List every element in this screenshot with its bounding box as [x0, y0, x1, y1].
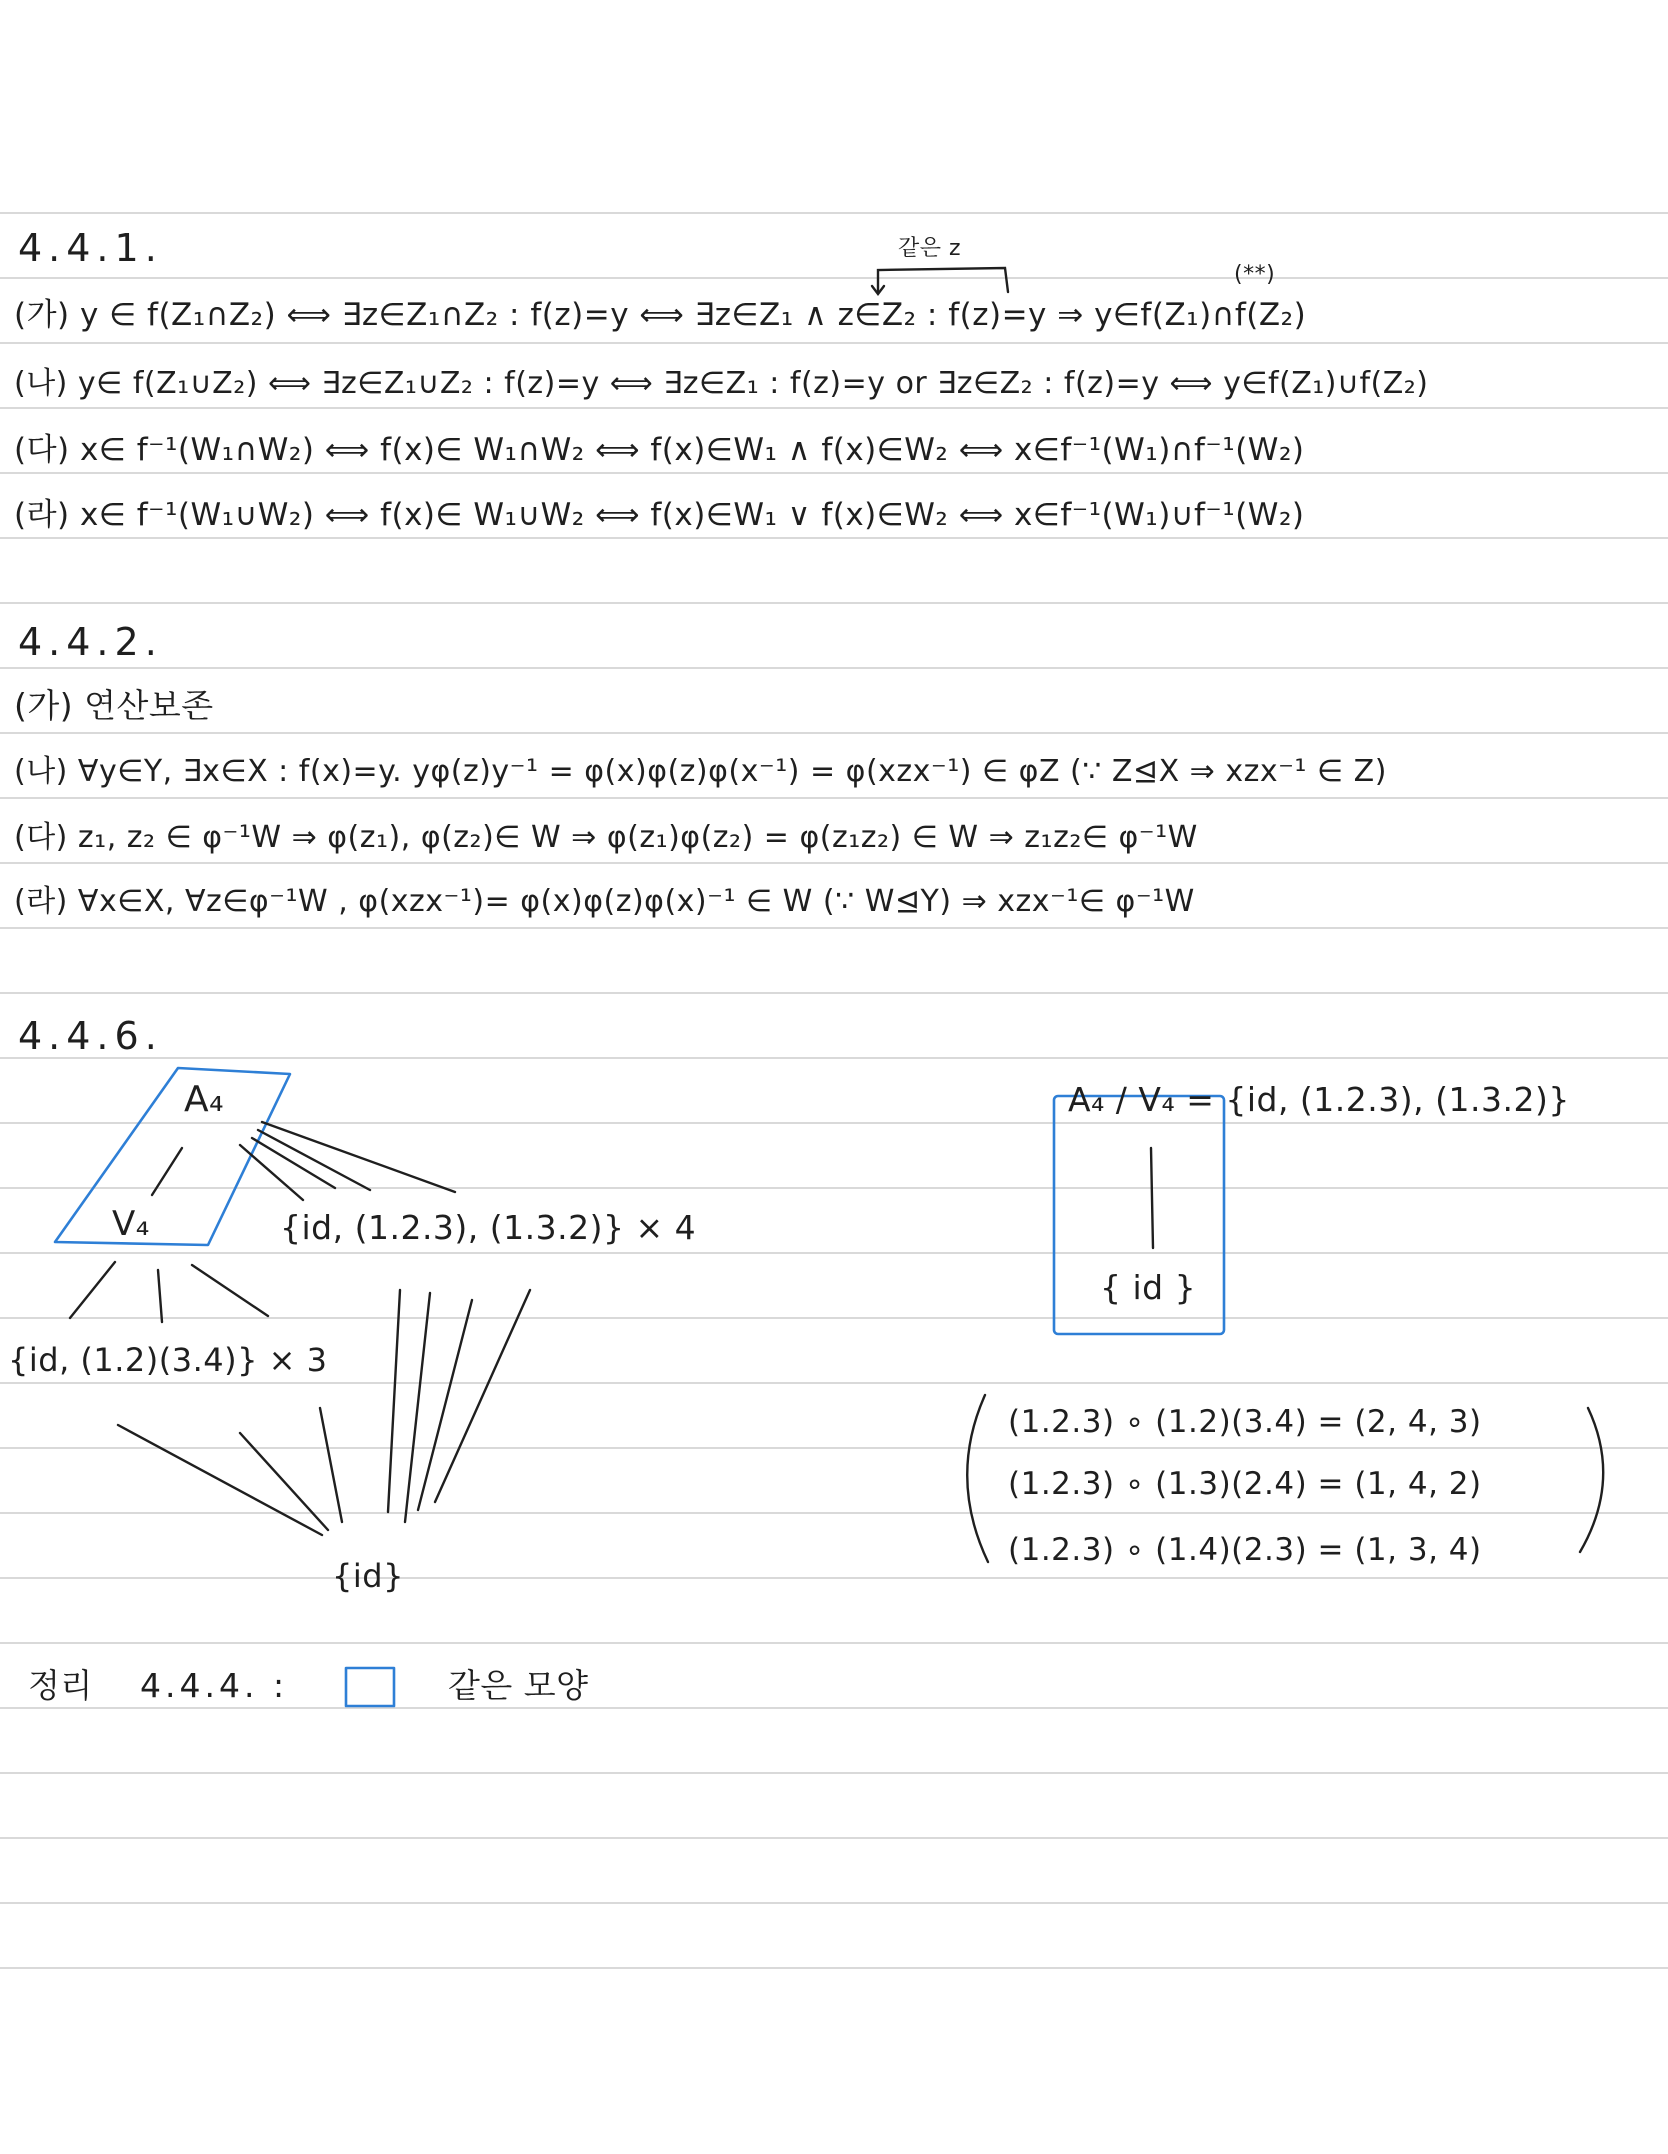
- edge-a4-c3-1: [240, 1145, 303, 1200]
- line-441-a: (가) y ∈ f(Z₁∩Z₂) ⟺ ∃z∈Z₁∩Z₂ : f(z)=y ⟺ ∃z∈Z₁ ∧ z∈Z₂ : f(z)=y ⇒ y∈f(Z₁)∩f(Z₂): [14, 297, 1307, 333]
- line-442-b: (나) ∀y∈Y, ∃x∈X : f(x)=y. yφ(z)y⁻¹ = φ(x)φ(z)φ(x⁻¹) = φ(xzx⁻¹) ∈ φZ (∵ Z⊴X ⇒ xzx⁻¹ ∈ Z): [14, 754, 1387, 789]
- footer-theorem-ref: 4.4.4. :: [140, 1666, 289, 1705]
- heading-4-4-2: 4.4.2.: [18, 620, 163, 664]
- lattice-node-a4: A₄: [184, 1079, 225, 1120]
- composition-3: (1.2.3) ∘ (1.4)(2.3) = (1, 3, 4): [1008, 1532, 1482, 1568]
- lattice-node-c3: {id, (1.2.3), (1.3.2)} × 4: [280, 1208, 697, 1247]
- quotient-bottom-node: { id }: [1100, 1268, 1197, 1307]
- lattice-node-c2: {id, (1.2)(3.4)} × 3: [8, 1341, 328, 1379]
- edge-a4-c3-3: [258, 1130, 370, 1190]
- heading-4-4-1: 4.4.1.: [18, 226, 163, 270]
- lattice-node-id: {id}: [332, 1557, 404, 1595]
- edge-v4-c2-1: [70, 1262, 115, 1318]
- same-z-bracket: [878, 268, 1008, 292]
- heading-4-4-6: 4.4.6.: [18, 1014, 163, 1058]
- edge-c3-id-1: [388, 1290, 400, 1512]
- composition-1: (1.2.3) ∘ (1.2)(3.4) = (2, 4, 3): [1008, 1404, 1482, 1440]
- edge-c3-id-2: [405, 1293, 430, 1522]
- quotient-title: A₄ / V₄ = {id, (1.2.3), (1.3.2)}: [1068, 1080, 1570, 1119]
- line-442-a: (가) 연산보존: [14, 686, 214, 725]
- edge-a4-v4: [152, 1148, 182, 1195]
- edge-v4-c2-3: [192, 1265, 268, 1316]
- left-paren: [967, 1395, 988, 1562]
- line-441-b: (나) y∈ f(Z₁∪Z₂) ⟺ ∃z∈Z₁∪Z₂ : f(z)=y ⟺ ∃z∈Z₁ : f(z)=y or ∃z∈Z₂ : f(z)=y ⟺ y∈f(Z₁)∪f(Z₂): [14, 366, 1429, 401]
- same-z-note: 같은 z: [898, 236, 962, 261]
- edge-c2-id-1: [118, 1425, 322, 1535]
- star-note: (**): [1234, 262, 1276, 287]
- line-442-d: (라) ∀x∈X, ∀z∈φ⁻¹W , φ(xzx⁻¹)= φ(x)φ(z)φ(x)⁻¹ ∈ W (∵ W⊴Y) ⇒ xzx⁻¹∈ φ⁻¹W: [14, 884, 1195, 919]
- edge-a4-c3-2: [252, 1138, 335, 1188]
- line-441-c: (다) x∈ f⁻¹(W₁∩W₂) ⟺ f(x)∈ W₁∩W₂ ⟺ f(x)∈W₁ ∧ f(x)∈W₂ ⟺ x∈f⁻¹(W₁)∩f⁻¹(W₂): [14, 432, 1305, 468]
- edge-c2-id-3: [320, 1408, 342, 1522]
- footer-note: 같은 모양: [448, 1666, 589, 1705]
- composition-2: (1.2.3) ∘ (1.3)(2.4) = (1, 4, 2): [1008, 1466, 1482, 1502]
- line-441-d: (라) x∈ f⁻¹(W₁∪W₂) ⟺ f(x)∈ W₁∪W₂ ⟺ f(x)∈W₁ ∨ f(x)∈W₂ ⟺ x∈f⁻¹(W₁)∪f⁻¹(W₂): [14, 497, 1305, 533]
- edge-c3-id-4: [435, 1290, 530, 1502]
- lattice-node-v4: V₄: [112, 1204, 150, 1244]
- edge-a4-c3-4: [262, 1122, 455, 1192]
- empty-square-box: [346, 1668, 394, 1706]
- edge-quotient: [1151, 1148, 1153, 1248]
- line-442-c: (다) z₁, z₂ ∈ φ⁻¹W ⇒ φ(z₁), φ(z₂)∈ W ⇒ φ(z₁)φ(z₂) = φ(z₁z₂) ∈ W ⇒ z₁z₂∈ φ⁻¹W: [14, 820, 1198, 855]
- right-paren: [1580, 1408, 1603, 1552]
- footer-label: 정리: [28, 1666, 93, 1705]
- edge-v4-c2-2: [158, 1270, 162, 1322]
